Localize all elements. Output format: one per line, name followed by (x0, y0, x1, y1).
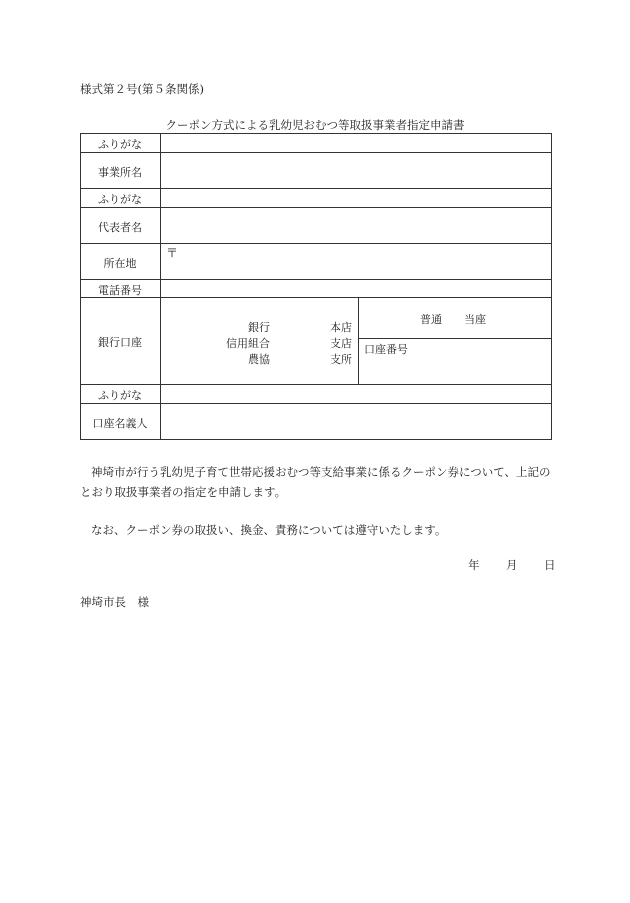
bank-subrow-divider (358, 338, 552, 339)
row-divider (80, 188, 552, 189)
row-divider (80, 207, 552, 208)
declaration-paragraph: 神埼市が行う乳幼児子育て世帯応援おむつ等支給事業に係るクーポン券について、上記のとおり取扱事業者の指定を申請します。 (80, 465, 551, 499)
compliance-paragraph: なお、クーポン券の取扱い、換金、責務については遵守いたします。 (91, 523, 447, 537)
branch-type-head-office: 本店 (330, 321, 352, 334)
furigana-label: ふりがな (98, 138, 142, 151)
declaration-text (80, 462, 554, 540)
furigana-label: ふりがな (98, 193, 142, 206)
account-number-label: 口座番号 (364, 343, 408, 356)
bank-type-bank: 銀行 (248, 321, 270, 334)
month-label: 月 (506, 558, 518, 572)
day-label: 日 (544, 558, 556, 572)
form-number: 様式第２号(第５条関係) (80, 82, 204, 96)
phone-number-label: 電話番号 (98, 284, 142, 297)
addressee: 神埼市長 様 (80, 595, 149, 609)
date-line (468, 557, 556, 573)
account-holder-label: 口座名義人 (92, 417, 148, 430)
bank-account-label: 銀行口座 (98, 336, 142, 349)
row-divider (80, 152, 552, 153)
table-border-right (551, 133, 552, 440)
document-title: クーポン方式による乳幼児おむつ等取扱事業者指定申請書 (165, 118, 465, 132)
application-form-table (80, 133, 552, 440)
bank-type-credit-union: 信用組合 (226, 337, 270, 350)
furigana-label: ふりがな (98, 389, 142, 402)
account-kind-options: 普通 当座 (420, 313, 486, 326)
postal-mark: 〒 (166, 246, 179, 260)
representative-name-label: 代表者名 (98, 221, 142, 234)
row-divider (80, 403, 552, 404)
table-border-top (80, 133, 552, 134)
row-divider (80, 243, 552, 244)
label-column-divider (160, 133, 161, 440)
business-name-label: 事業所名 (98, 166, 142, 179)
address-label: 所在地 (103, 257, 137, 270)
year-label: 年 (468, 558, 480, 572)
branch-type-branch: 支店 (330, 337, 352, 350)
branch-type-sub-branch: 支所 (330, 353, 352, 366)
row-divider (80, 279, 552, 280)
table-border-bottom (80, 439, 552, 440)
bank-subcolumn-divider (358, 297, 359, 384)
row-divider (80, 384, 552, 385)
bank-type-agri-coop: 農協 (248, 353, 270, 366)
